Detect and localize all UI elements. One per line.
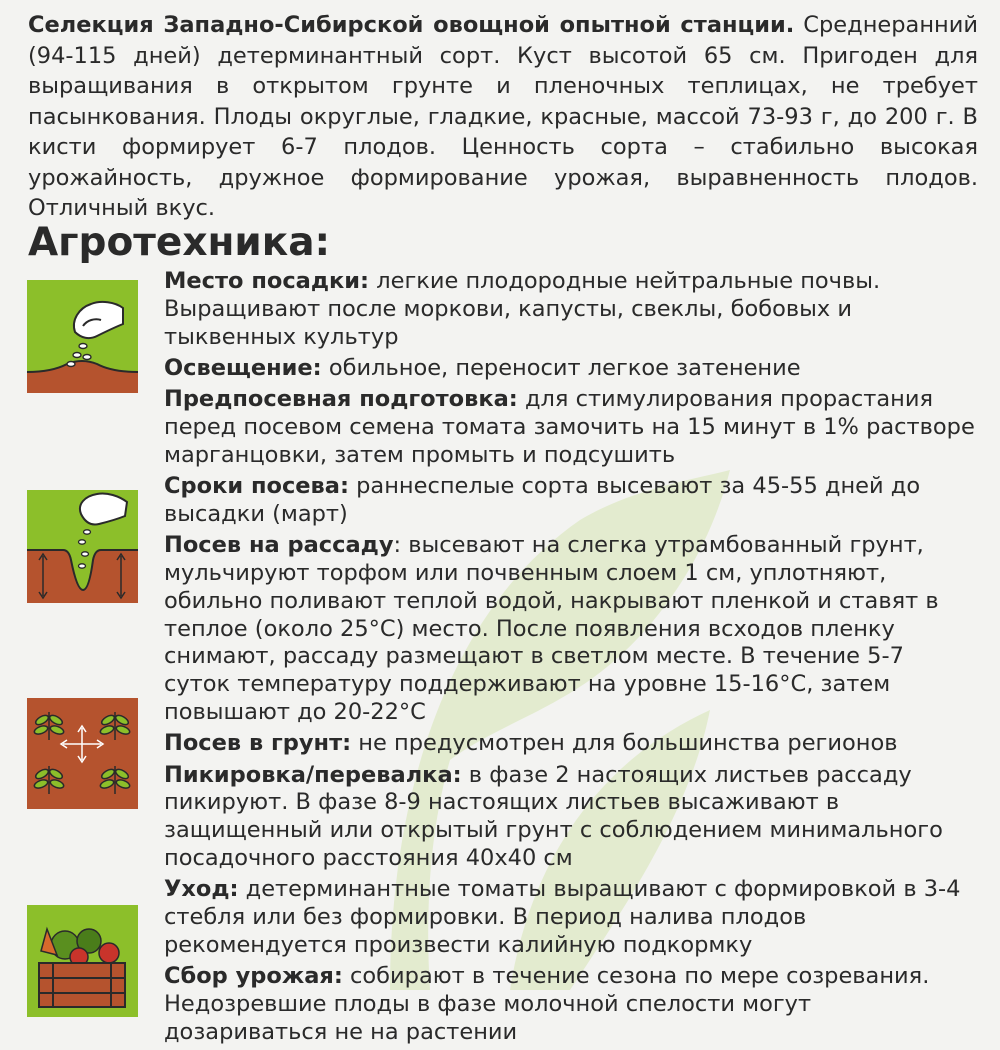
harvest-crate-icon xyxy=(27,905,138,1017)
section-text: детерминантные томаты выращивают с формировкой в 3-4 стебля или без формировки. В период налива плодов рекомендуется произвести калийную подкормку xyxy=(164,876,961,958)
section-text: не предусмотрен для большинства регионов xyxy=(351,730,898,757)
section-pricking xyxy=(164,762,976,873)
section-label: Уход: xyxy=(164,876,239,903)
section-label: Пикировка/перевалка: xyxy=(164,761,462,788)
section-label: Сбор урожая: xyxy=(164,963,343,990)
section-text: обильное, переносит легкое затенение xyxy=(321,354,801,381)
section-presowing xyxy=(164,386,976,469)
furrow-sowing-icon xyxy=(27,490,138,603)
section-text: легкие плодородные нейтральные почвы. Выращивают после моркови, капусты, свеклы, бобовых и тыквенных культур xyxy=(164,268,881,350)
section-text: для стимулирования прорастания перед посевом семена томата замочить на 15 минут в 1% растворе марганцовки, затем промыть и подсушить xyxy=(164,386,975,468)
variety-description xyxy=(28,10,978,224)
agrotechnics-sections xyxy=(164,268,976,1050)
sowing-hand-icon xyxy=(27,280,138,393)
section-ground-sowing xyxy=(164,730,976,758)
section-label: Посев в грунт: xyxy=(164,730,352,757)
section-text: собирают в течение сезона по мере созревания. Недозревшие плоды в фазе молочной спелости могут дозариваться не на растении xyxy=(164,963,930,1045)
section-seedling-sowing xyxy=(164,532,976,727)
section-text: раннеспелые сорта высевают за 45-55 дней до высадки (март) xyxy=(164,473,921,527)
seedling-spacing-icon xyxy=(27,698,138,809)
section-label: Место посадки: xyxy=(164,268,370,294)
intro-text: Среднеранний (94-115 дней) детерминантный сорт. Куст высотой 65 см. Пригоден для выращивания в открытом грунте и пленочных теплицах, не требует пасынкования. Плоды округлые, гладкие, красные, массой 73-93 г, до 200 г. В кисти формирует 6-7 плодов. Ценность сорта – стабильно высокая урожайность, дружное формирование урожая, выравненность плодов. Отличный вкус. xyxy=(28,12,978,221)
section-text: в фазе 2 настоящих листьев рассаду пикируют. В фазе 8-9 настоящих листьев высаживают в защищенный или открытый грунт с соблюдением минимального посадочного расстояния 40х40 см xyxy=(164,761,943,871)
intro-lead: Селекция Западно-Сибирской овощной опытной станции. xyxy=(28,12,795,38)
section-label: Предпосевная подготовка: xyxy=(164,386,518,413)
section-sowing-dates xyxy=(164,473,976,529)
section-text: : высевают на слегка утрамбованный грунт, мульчируют торфом или почвенным слоем 1 см, уплотняют, обильно поливают теплой водой, накрывают пленкой и ставят в теплое (около 25°С) место. После появления всходов пленку снимают, рассаду размещают в светлом месте. В течение 5-7 суток температуру поддерживают на уровне 15-16°С, затем повышают до 20-22°С xyxy=(164,532,939,725)
section-label: Сроки посева: xyxy=(164,473,349,500)
section-harvest xyxy=(164,963,976,1046)
section-lighting xyxy=(164,355,976,383)
section-label: Освещение: xyxy=(164,354,322,381)
page-title: Агротехника: xyxy=(28,220,331,265)
section-planting-site xyxy=(164,268,976,351)
section-care xyxy=(164,876,976,959)
section-label: Посев на рассаду xyxy=(164,532,394,559)
